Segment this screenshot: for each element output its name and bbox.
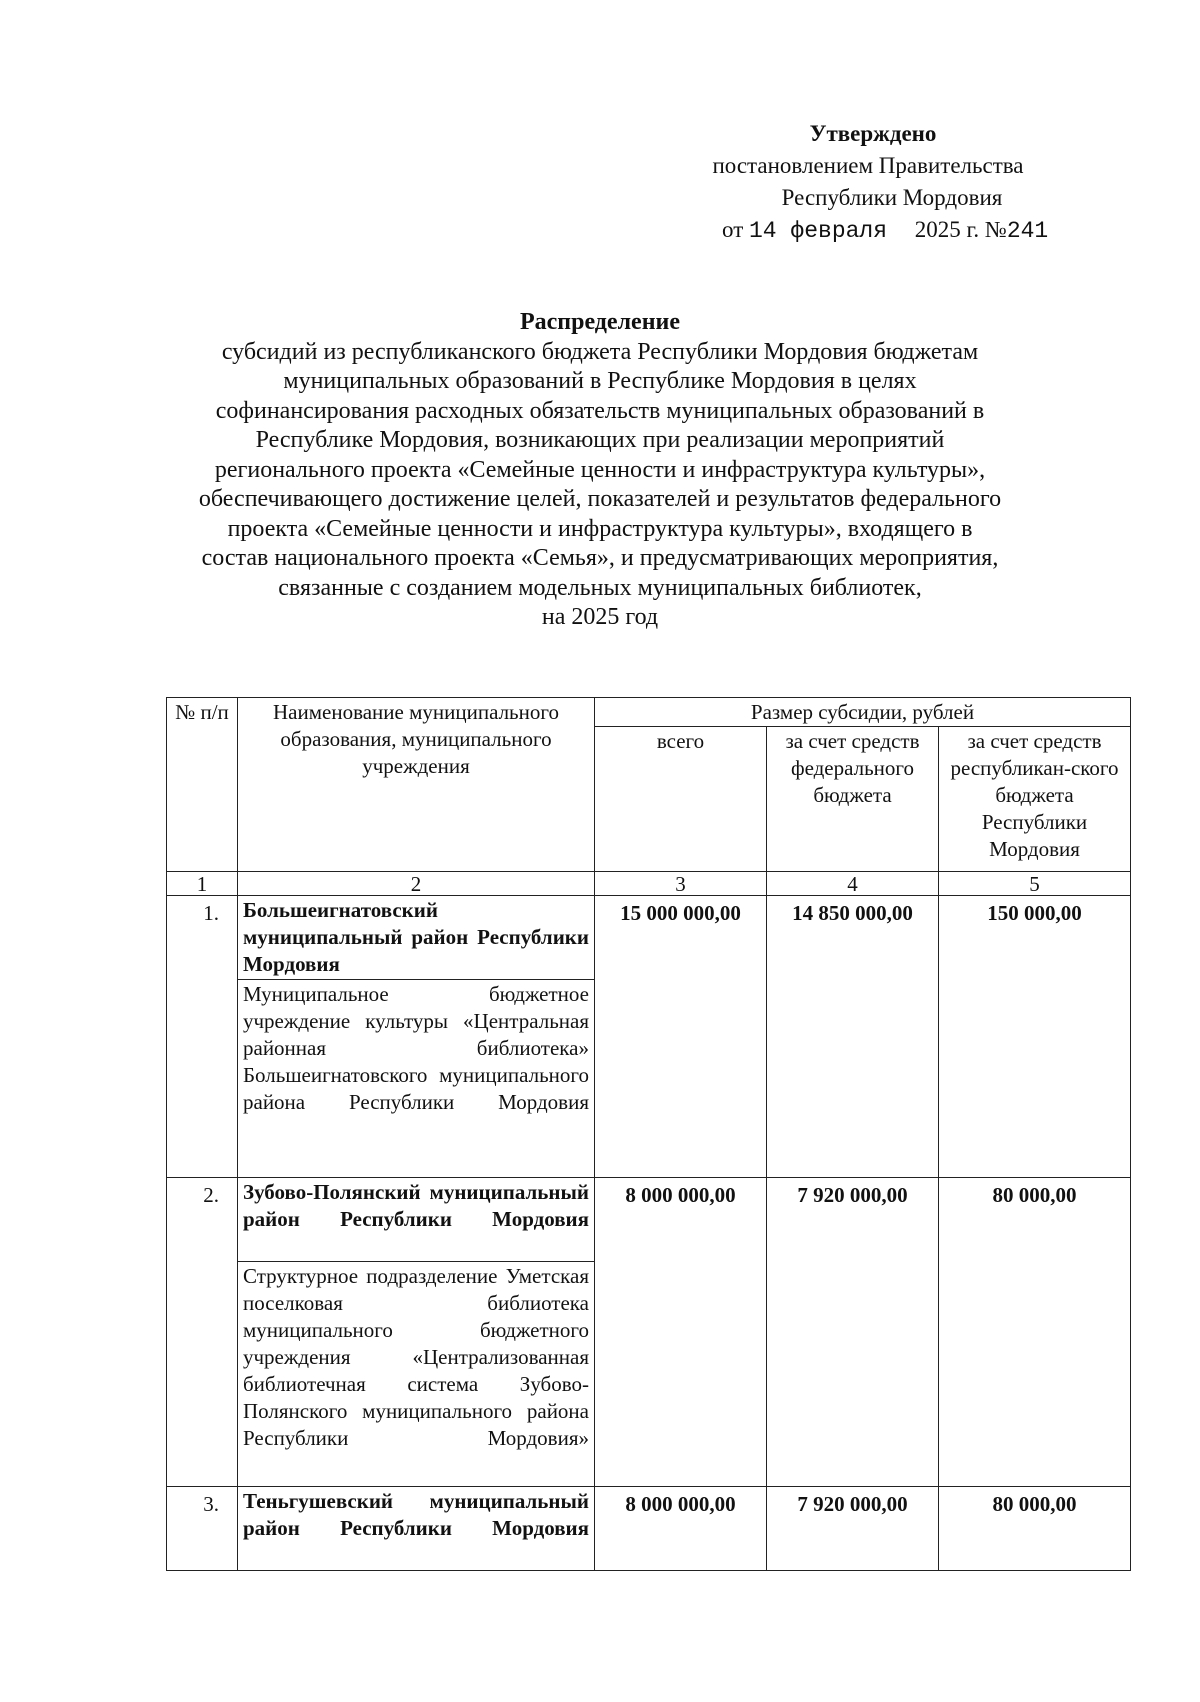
row-district: Теньгушевский муниципальный район Республики Мордовия bbox=[238, 1487, 595, 1571]
heading-line: муниципальных образований в Республике Мордовия в целях bbox=[283, 368, 917, 394]
approval-line-3: Республики Мордовия bbox=[781, 185, 1003, 210]
approval-block bbox=[690, 118, 1090, 247]
column-numbers-row bbox=[167, 872, 1131, 896]
heading-line: субсидий из республиканского бюджета Республики Мордовия бюджетам bbox=[221, 338, 979, 365]
approval-title: Утверждено bbox=[809, 121, 937, 146]
header-federal: за счет средств федерального бюджета bbox=[767, 727, 939, 872]
row-republic: 80 000,00 bbox=[939, 1487, 1131, 1571]
heading-line: софинансирования расходных обязательств муниципальных образований в bbox=[215, 397, 985, 424]
heading-line: на 2025 год bbox=[541, 604, 659, 630]
header-republic: за счет средств республикан-ского бюджета Республики Мордовия bbox=[939, 727, 1131, 872]
approval-date-line bbox=[722, 214, 1090, 247]
row-district: Зубово-Полянский муниципальный район Республики Мордовия bbox=[238, 1178, 595, 1262]
approval-line-2: постановлением Правительства bbox=[712, 153, 1024, 178]
column-number: 3 bbox=[595, 872, 767, 896]
column-number: 2 bbox=[238, 872, 595, 896]
table-row bbox=[167, 896, 1131, 980]
row-index: 2. bbox=[167, 1178, 238, 1487]
table-row bbox=[167, 1487, 1131, 1571]
approval-number-sign: № bbox=[984, 217, 1007, 242]
heading-line: Республике Мордовия, возникающих при реализации мероприятий bbox=[255, 427, 945, 453]
row-district: Большеигнатовский муниципальный район Республики Мордовия bbox=[238, 896, 595, 980]
row-federal: 7 920 000,00 bbox=[767, 1178, 939, 1487]
approval-date-year: 2025 г. bbox=[914, 217, 980, 242]
subsidy-table bbox=[166, 697, 1131, 1571]
approval-date-prefix: от bbox=[722, 217, 744, 242]
row-index: 1. bbox=[167, 896, 238, 1178]
table-row bbox=[167, 1178, 1131, 1262]
heading-line: обеспечивающего достижение целей, показателей и результатов федерального bbox=[198, 486, 1002, 512]
column-number: 1 bbox=[167, 872, 238, 896]
header-amount-group: Размер субсидии, рублей bbox=[595, 698, 1131, 727]
heading-line: связанные с созданием модельных муниципальных библиотек, bbox=[278, 574, 922, 601]
row-total: 8 000 000,00 bbox=[595, 1487, 767, 1571]
header-num: № п/п bbox=[167, 698, 238, 872]
approval-date-day-month: 14 февраля bbox=[749, 218, 888, 244]
approval-number: 241 bbox=[1006, 218, 1049, 244]
header-name: Наименование муниципального образования, муниципального учреждения bbox=[238, 698, 595, 872]
row-index: 3. bbox=[167, 1487, 238, 1571]
row-republic: 150 000,00 bbox=[939, 896, 1131, 1178]
heading-line: проекта «Семейные ценности и инфраструктура культуры», входящего в bbox=[227, 515, 973, 542]
row-total: 15 000 000,00 bbox=[595, 896, 767, 1178]
row-federal: 14 850 000,00 bbox=[767, 896, 939, 1178]
row-federal: 7 920 000,00 bbox=[767, 1487, 939, 1571]
row-total: 8 000 000,00 bbox=[595, 1178, 767, 1487]
document-heading bbox=[150, 308, 1050, 633]
heading-line: состав национального проекта «Семья», и предусматривающих мероприятия, bbox=[201, 545, 999, 571]
document-title: Распределение bbox=[519, 309, 681, 335]
row-republic: 80 000,00 bbox=[939, 1178, 1131, 1487]
row-institution: Муниципальное бюджетное учреждение культуры «Центральная районная библиотека» Большеигнатовского муниципального района Республики Мордовия bbox=[238, 980, 595, 1178]
column-number: 5 bbox=[939, 872, 1131, 896]
table-header-row bbox=[167, 698, 1131, 727]
column-number: 4 bbox=[767, 872, 939, 896]
heading-line: регионального проекта «Семейные ценности и инфраструктура культуры», bbox=[214, 456, 986, 483]
row-institution: Структурное подразделение Уметская поселковая библиотека муниципального бюджетного учреждения «Централизованная библиотечная система Зубово-Полянского муниципального района Республики Мордовия» bbox=[238, 1262, 595, 1487]
header-total: всего bbox=[595, 727, 767, 872]
